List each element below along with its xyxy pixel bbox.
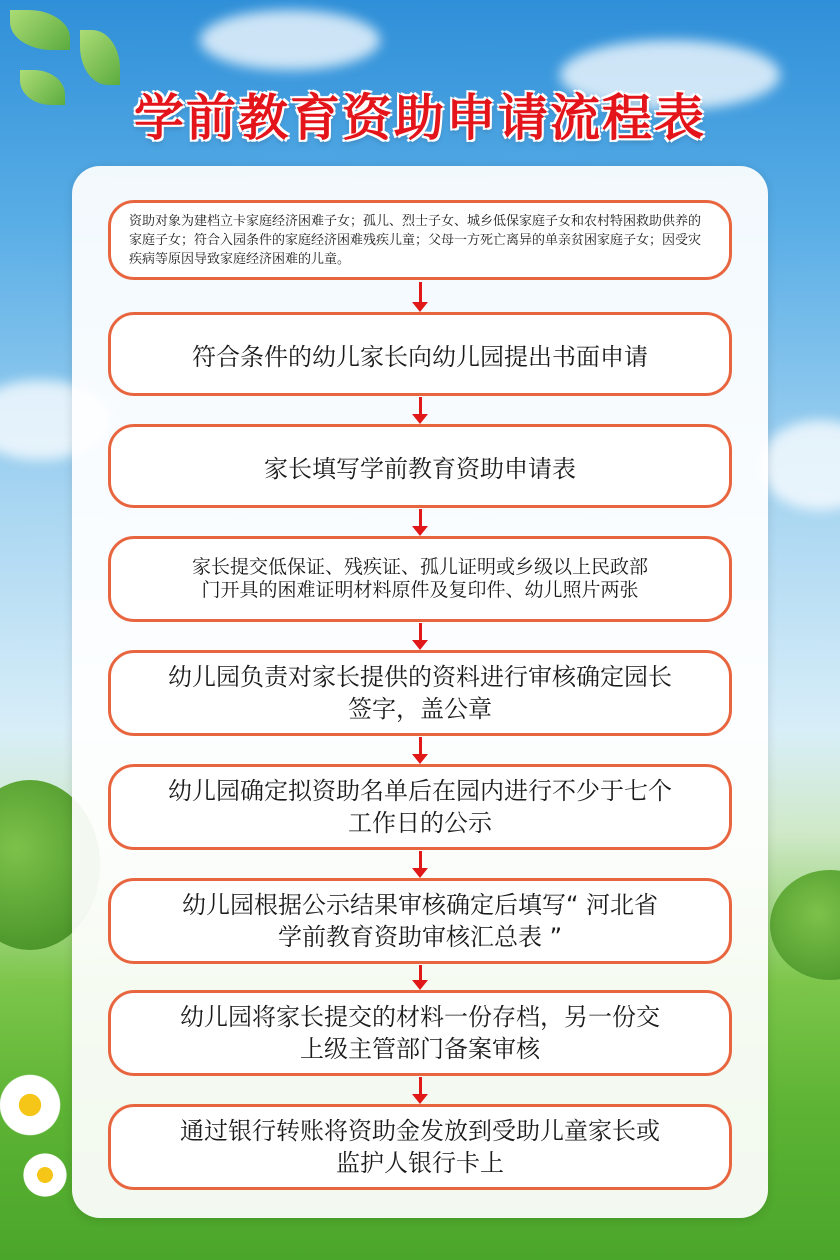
- flow-arrow: [412, 737, 428, 764]
- step-7-text: 幼儿园根据公示结果审核确定后填写“ 河北省学前教育资助审核汇总表 ”: [181, 891, 659, 951]
- flow-arrow: [412, 851, 428, 878]
- flow-arrow: [412, 282, 428, 312]
- step-9-bank-transfer: [108, 1104, 732, 1190]
- step-6-public-notice: [108, 764, 732, 850]
- tree-decoration: [770, 870, 840, 980]
- flow-arrow: [412, 965, 428, 990]
- page-title: 学前教育资助申请流程表: [134, 89, 706, 147]
- cloud-decoration: [200, 10, 380, 70]
- step-4-text: 家长提交低保证、残疾证、孤儿证明或乡级以上民政部门开具的困难证明材料原件及复印件、幼儿照片两张: [191, 556, 648, 601]
- flow-arrow: [412, 623, 428, 650]
- step-5-text: 幼儿园负责对家长提供的资料进行审核确定园长签字，盖公章: [168, 663, 672, 723]
- leaf-decoration: [10, 10, 70, 50]
- step-6-text: 幼儿园确定拟资助名单后在园内进行不少于七个工作日的公示: [168, 777, 672, 837]
- step-3-text: 家长填写学前教育资助申请表: [264, 454, 576, 483]
- daisy-flower-decoration: [20, 1150, 70, 1200]
- step-1-eligibility: [108, 200, 732, 280]
- step-9-text: 通过银行转账将资助金发放到受助儿童家长或监护人银行卡上: [180, 1117, 660, 1177]
- step-8-text: 幼儿园将家长提交的材料一份存档，另一份交上级主管部门备案审核: [180, 1003, 660, 1063]
- step-5-review: [108, 650, 732, 736]
- step-2-text: 符合条件的幼儿家长向幼儿园提出书面申请: [192, 342, 648, 371]
- step-2-written-application: [108, 312, 732, 396]
- step-8-archive: [108, 990, 732, 1076]
- flow-arrow: [412, 509, 428, 536]
- flow-arrow: [412, 1077, 428, 1104]
- daisy-flower-decoration: [0, 1070, 65, 1140]
- step-7-summary-table: [108, 878, 732, 964]
- step-3-fill-form: [108, 424, 732, 508]
- leaf-decoration: [80, 30, 120, 85]
- cloud-decoration: [760, 420, 840, 510]
- step-1-text: 资助对象为建档立卡家庭经济困难子女；孤儿、烈士子女、城乡低保家庭子女和农村特困救助供养的家庭子女；符合入园条件的家庭经济困难残疾儿童；父母一方死亡离异的单亲贫困家庭子女；因受灾疾病等原因导致家庭经济困难的儿童。: [129, 213, 702, 267]
- flow-arrow: [412, 397, 428, 424]
- step-4-submit-documents: [108, 536, 732, 622]
